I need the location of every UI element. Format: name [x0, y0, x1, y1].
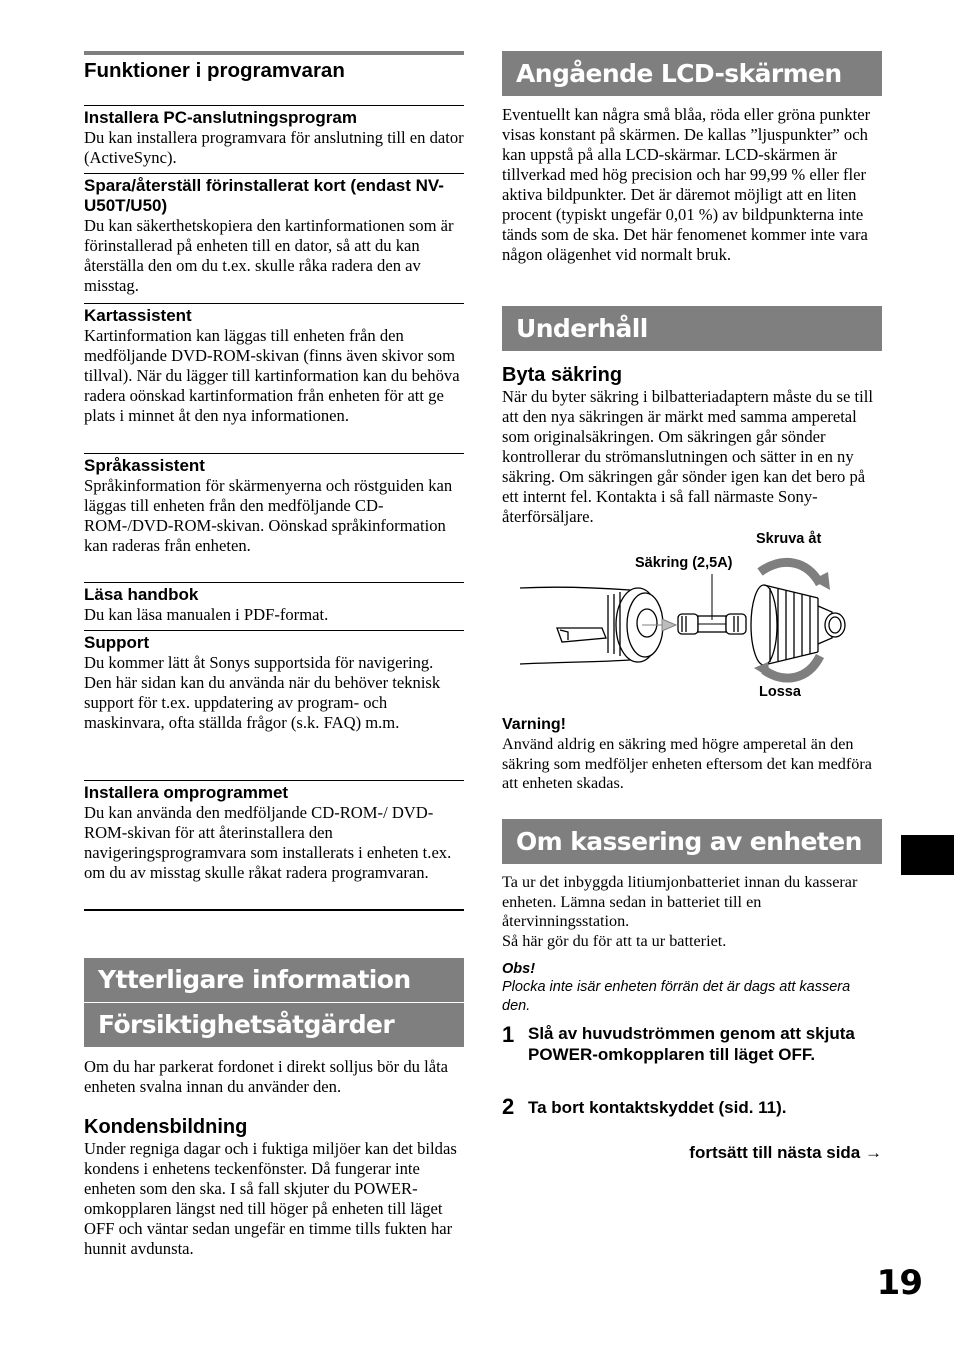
condensation-text: Under regniga dagar och i fuktiga miljöer kan det bildas kondens i enhetens teckenfönster. Då fungerar inte enheten som den ska. I så fall skjuter du POWER-omkopplaren längst ned till höger på enheten till läget OFF och väntar sedan ungefär en timme tills fukten har hunnit avdunsta. [84, 1139, 457, 1258]
item-spara-aterstall [84, 176, 464, 296]
step-text: Slå av huvudströmmen genom att skjuta POWER-omkopplaren till läget OFF. [528, 1024, 855, 1064]
section-end-rule [84, 909, 464, 911]
item-lasa-handbok [84, 585, 464, 625]
functions-heading: Funktioner i programvaran [84, 59, 345, 82]
divider [84, 780, 464, 781]
continue-text: fortsätt till nästa sida [689, 1143, 861, 1162]
warning-title: Varning! [502, 716, 567, 733]
continue-note [502, 1142, 882, 1164]
divider [84, 105, 464, 106]
section-tab [901, 835, 954, 875]
item-title: Kartassistent [84, 306, 192, 325]
precautions-text: Om du har parkerat fordonet i direkt solljus bör du låta enheten svalna innan du använder den. [84, 1057, 449, 1096]
step-1 [502, 1024, 882, 1065]
item-title: Installera omprogrammet [84, 783, 289, 802]
item-title: Läsa handbok [84, 585, 199, 604]
left-top-rule [84, 51, 464, 55]
fuse-section [502, 363, 882, 527]
lcd-text: Eventuellt kan några små blåa, röda eller gröna punkter visas konstant på skärmen. De kallas ”ljuspunkter” och kan uppstå på alla LCD-skärmar. LCD-skärmen är tillverkad med hög precision och har 99,99 % eller fler aktiva bildpunkter. Det är däremot möjligt att en liten procent (typiskt ungefär 0,01 %) av bildpunkterna inte tänds som de ska. Det här fenomenet kommer inte vara någon olägenhet vid normalt bruk. [502, 105, 871, 264]
item-support [84, 633, 464, 733]
warning-text: Använd aldrig en säkring med högre amperetal än den säkring som medföljer enheten eftersom det kan medföra att enheten skadas. [502, 735, 872, 792]
item-text-2: Den här sidan kan du använda när du behöver teknisk support för t.ex. uppdatering av program- och maskinvara, ofta ställda frågor (s.k. FAQ) m.m. [84, 673, 441, 732]
item-installera-pc [84, 108, 464, 168]
item-sprakassistent [84, 456, 464, 556]
item-title: Support [84, 633, 150, 652]
lcd-banner-wrap [502, 51, 882, 96]
divider [84, 173, 464, 174]
fuse-figure [502, 528, 882, 706]
continue-arrow-icon: → [865, 1143, 882, 1162]
banner-underhall: Underhåll [502, 306, 882, 351]
step-number: 1 [502, 1022, 515, 1047]
condensation-title: Kondensbildning [84, 1116, 248, 1138]
item-text: Du kan använda den medföljande CD-ROM-/ DVD-ROM-skivan för att återinstallera den navigeringsprogramvara som installerats i enheten t.ex. om du av misstag skulle råkat radera programvaran. [84, 803, 452, 882]
fig-label-loosen: Lossa [759, 684, 801, 700]
disposal-banner-wrap [502, 819, 882, 864]
item-text: Språkinformation för skärmenyerna och röstguiden kan läggas till enheten från den medföljande CD-ROM-/DVD-ROM-skivan. Oönskad språkinformation kan raderas från enheten. [84, 476, 453, 555]
step-number: 2 [502, 1094, 515, 1119]
item-text: Du kan säkerthetskopiera den kartinformationen som är förinstallerad på enheten till en dator, så att du kan återställa den om du t.ex. skulle råka radera den av misstag. [84, 216, 454, 295]
banner-stack [84, 958, 464, 1047]
fuse-text: När du byter säkring i bilbatteriadaptern måste du se till att den nya säkringen är märkt med samma amperetal som originalsäkringen. Om säkringen går sönder kontrollerar du strömanslutningen och sätter in en ny säkring. Om säkringen går sönder igen kan det bero på ett internt fel. Kontakta i så fall närmaste Sony-återförsäljare. [502, 387, 873, 526]
warning-section [502, 715, 882, 794]
obs-text: Plocka inte isär enheten förrän det är dags att kassera den. [502, 979, 851, 1014]
step-text: Ta bort kontaktskyddet (sid. 11). [528, 1098, 787, 1117]
precautions-section [84, 1057, 464, 1259]
disposal-text-1: Ta ur det inbyggda litiumjonbatteriet innan du kasserar enheten. Lämna sedan in batteriet till en återvinningsstation. [502, 873, 858, 930]
item-text: Du kommer lätt åt Sonys supportsida för navigering. [84, 653, 434, 672]
page-number: 19 [876, 1263, 922, 1303]
maint-banner-wrap [502, 306, 882, 351]
divider [84, 630, 464, 631]
obs-title: Obs! [502, 961, 536, 977]
banner-kassering: Om kassering av enheten [502, 819, 882, 864]
divider [84, 582, 464, 583]
item-kartassistent [84, 306, 464, 426]
divider [84, 303, 464, 304]
disposal-text-2: Så här gör du för att ta ur batteriet. [502, 931, 727, 950]
item-title: Installera PC-anslutningsprogram [84, 108, 357, 127]
divider [84, 453, 464, 454]
step-2 [502, 1094, 882, 1119]
fig-label-fuse: Säkring (2,5A) [635, 555, 733, 571]
item-title: Språkassistent [84, 456, 205, 475]
item-text: Kartinformation kan läggas till enheten från den medföljande DVD-ROM-skivan (finns även skivor som tillval). När du lägger till kartinformation kan du behöva radera oönskad kartinformation från enheten för att ge plats i minnet åt den nya informationen. [84, 326, 460, 425]
banner-lcd: Angående LCD-skärmen [502, 51, 882, 96]
banner-forsiktighet: Försiktighetsåtgärder [84, 1003, 464, 1047]
item-installera-om [84, 783, 464, 883]
item-text: Du kan läsa manualen i PDF-format. [84, 605, 329, 624]
fuse-title: Byta säkring [502, 364, 623, 386]
item-text: Du kan installera programvara för anslutning till en dator (ActiveSync). [84, 128, 464, 167]
banner-ytterligare: Ytterligare information [84, 958, 464, 1002]
disposal-section [502, 873, 882, 1015]
item-title: Spara/återställ förinstallerat kort (endast NV-U50T/U50) [84, 176, 444, 215]
fig-label-tighten: Skruva åt [756, 531, 822, 547]
